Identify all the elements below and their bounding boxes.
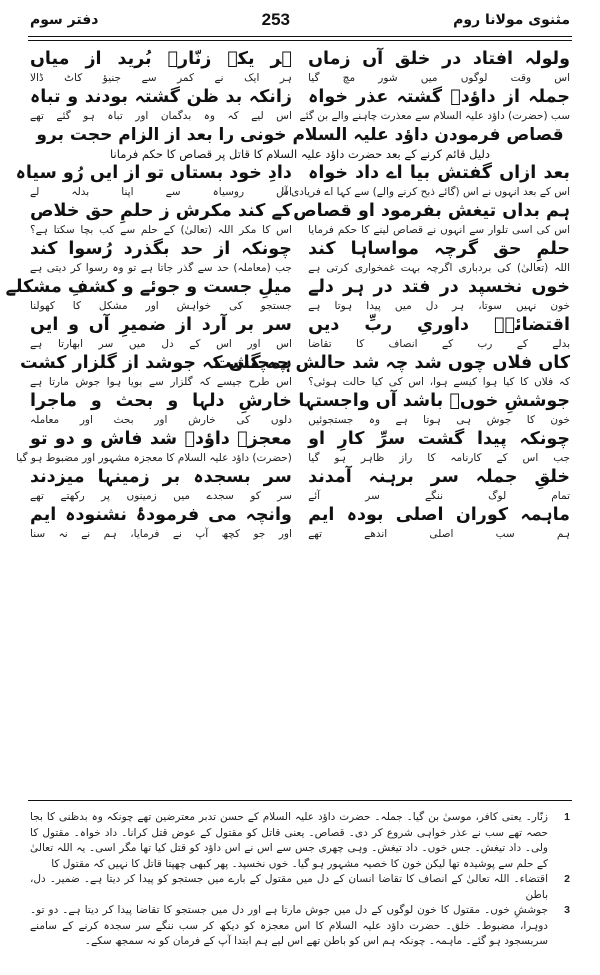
hemistich-right: جملہ از داؤدؑ گشتہ عذر خواہ xyxy=(308,87,570,107)
translation-left: جستجو کی خواہش اور مشکل کا کھولنا xyxy=(30,300,292,312)
verse-translation xyxy=(30,413,570,428)
header-rule-double xyxy=(28,40,572,41)
translation-left: اس کا مکر اللہ (تعالیٰ) کے حلم سے کب بچا سکتا ہے؟ xyxy=(30,224,292,236)
hemistich-right: خلقِ جملہ سر برہنہ آمدند xyxy=(308,467,570,487)
translation-right: کہ فلاں کا کیا ہوا کیسے ہوا، اس کی کیا حالت ہوئی؟ xyxy=(308,376,570,388)
translation-right: تمام لوگ ننگے سر آئے xyxy=(308,490,570,502)
hemistich-left: ہمچناں کہ جوشد از گلزار کشت xyxy=(19,353,292,373)
footnote xyxy=(30,810,570,872)
page-number: 253 xyxy=(261,10,290,29)
translation-right: خون کا جوش ہی ہوتا ہے وہ جستجوئیں xyxy=(308,414,570,426)
translation-right: خون نہیں سوتا، ہر دل میں پیدا ہوتا ہے xyxy=(308,300,570,312)
header-rule xyxy=(28,36,572,37)
translation-left: اس اور اس کے دل میں سر ابھارتا ہے xyxy=(30,338,292,350)
hemistich-right: ہم بداں تیغش بفرمود او قصاص xyxy=(293,201,570,221)
footnote xyxy=(30,872,570,903)
hemistich-left: چونکہ از حد بگذرد رُسوا کند xyxy=(30,239,292,259)
hemistich-right: خوں نخسپد در فتد در ہر دلے xyxy=(308,277,570,297)
translation-left: جب (معاملہ) حد سے گذر جاتا ہے تو وہ رسوا کر دیتی ہے xyxy=(30,262,292,274)
translation-right: ہم سب اصلی اندھے تھے xyxy=(308,528,570,540)
translation-right: سب (حضرت) داؤد علیہ السلام سے معذرت چاہنے والے بن گئے xyxy=(299,110,570,122)
footnote-line: نہ سمجھ سکے۔ xyxy=(84,935,156,947)
section-heading: قصاص فرمودن داؤد علیہ السلام خونی را بعد از الزام حجت برو xyxy=(36,125,564,145)
hemistich-right: بعد ازاں گفتش بیا اے داد خواہ xyxy=(308,163,570,183)
verse-translation xyxy=(30,337,570,352)
hemistich-right: کاں فلاں چوں شد چہ شد حالش چہ گشت xyxy=(214,353,570,373)
hemistich-right: جوششِ خوںؔ باشد آں واجستہا xyxy=(298,391,570,411)
footnotes xyxy=(30,810,570,950)
volume-label: دفتر سوم xyxy=(30,12,99,28)
verse-translation xyxy=(30,223,570,238)
verse-translation xyxy=(30,185,570,200)
hemistich-right: حلمِ حق گرچہ مواساہا کند xyxy=(308,239,570,259)
translation-left: اس روسیاہ سے اپنا بدلہ لے xyxy=(30,186,292,198)
footnote-line: جوششِ خوں۔ مقتول کا خون لوگوں کے دل میں جوش مارتا ہے اور دل میں جستجو کا تقاضا پیدا کر دیتا ہے۔ دو تو۔ دوہرا، مضبوط۔ خلق۔ حضرت داؤد علیہ xyxy=(30,904,548,932)
hemistich-right: ماہمہ کوران اصلی بودہ ایم xyxy=(308,505,570,525)
verse-couplet xyxy=(30,200,570,223)
translation-left: اس طرح جیسے کہ گلزار سے بویا ہوا جوش مارتا ہے xyxy=(30,376,292,388)
section-subheading: دلیل قائم کرنے کے بعد حضرت داؤد علیہ السلام کا قاتل پر قصاص کا حکم فرمانا xyxy=(110,147,490,161)
hemistich-left: کے کند مکرش ز حلمِ حق خلاص xyxy=(30,201,292,221)
verse-couplet xyxy=(5,276,570,299)
translation-right: اللہ (تعالیٰ) کی بردباری اگرچہ بہت غمخواری کرتی ہے xyxy=(308,262,570,274)
footnote-number: 3 xyxy=(564,904,570,916)
hemistich-right: اقتضائےؔ داوریِ ربِّ دیں xyxy=(308,315,570,335)
translation-right: اس کے بعد انہوں نے اس (گائے ذبح کرنے والے) سے کہا اے فریادی آ! xyxy=(280,186,570,198)
hemistich-left: خارشِ دلہا و بحث و ماجرا xyxy=(30,391,292,411)
footnote-line: کر دی۔ قصاص۔ یعنی قاتل کو مقتول کے عوض قتل کرانا۔ داد خواہ۔ مقتول کا ولی۔ داد تیغش۔ جس خوں۔ داد تیغش۔ وہی چھری جس سے اس نے اس xyxy=(30,826,548,854)
hemistich-left: ہر یکے زنّارؔ بُرید از میاں xyxy=(30,49,292,69)
verse-translation xyxy=(16,451,570,466)
footnote-line: اقتضاء۔ اللہ تعالیٰ کے انصاف کا تقاضا انسان کے دل میں مقتول کے بارے میں جستجو کو پیدا کر دیتا ہے۔ ضمیر۔ دل، باطن xyxy=(30,873,548,901)
footnote-number: 1 xyxy=(564,811,570,823)
translation-right: جب اس کے کارنامہ کا راز ظاہر ہو گیا xyxy=(308,452,570,464)
verse-translation xyxy=(30,489,570,504)
hemistich-left: دادِ خود بستاں تو از ایں رُو سیاہ xyxy=(15,163,292,183)
translation-right: اس کی اسی تلوار سے انہوں نے قصاص لینے کا حکم فرمایا xyxy=(308,224,570,236)
hemistich-right: ولولہ افتاد در خلق آں زماں xyxy=(308,49,570,69)
translation-left: اور جو کچھ آپ نے فرمایا، ہم نے نہ سنا xyxy=(30,528,292,540)
hemistich-left: زانکہ بد ظن گشتہ بودند و تباہ xyxy=(30,87,292,107)
verse-couplet xyxy=(19,352,570,375)
verse-couplet xyxy=(30,238,570,261)
verse-couplet xyxy=(30,466,570,489)
verse-couplet xyxy=(30,86,570,109)
footnote-text xyxy=(30,872,548,903)
footnote-number: 2 xyxy=(564,873,570,885)
verse-translation xyxy=(30,109,570,124)
verse-translation xyxy=(30,375,570,390)
verse-couplet xyxy=(30,314,570,337)
translation-right: اس وقت لوگوں میں شور مچ گیا xyxy=(308,72,570,84)
verse-couplet xyxy=(30,504,570,527)
verse-couplet xyxy=(15,162,570,185)
footnote-line: السلام کا اس معجزہ کو دیکھ کر سب ننگے سر سجدہ کرنے کے سامنے سربسجود ہو گئے۔ ماہمہ۔ چونکہ ہم اس کو باطن تھے اس لیے ہم ابتدا آپ کے فرمان کو xyxy=(30,919,548,947)
translation-left: دلوں کی خارش اور بحث اور معاملہ xyxy=(30,414,292,426)
translation-left: (حضرت) داؤد علیہ السلام کا معجزہ مشہور اور مضبوط ہو گیا xyxy=(16,452,292,464)
footnote xyxy=(30,903,570,950)
translation-right: بدلے کے رب کے انصاف کا تقاضا xyxy=(308,338,570,350)
footnote-text xyxy=(30,903,548,950)
footnote-line: داؤد کو قتل کیا تھا مگر اسی۔ یہ اللہ تعالیٰ کے حلم سے پوشیدہ تھا لیکن خون کا خصیہ مشہور ہو گیا۔ خوں نخسپد۔ پھر کبھی چھپتا قاتل کا نہیں کہ مقتول کا xyxy=(30,842,548,870)
verse-translation xyxy=(30,261,570,276)
book-title: مثنوی مولانا روم xyxy=(453,12,570,28)
verse-couplet xyxy=(30,428,570,451)
hemistich-left: میلِ جست و جوئے و کشفِ مشکلے xyxy=(5,277,292,297)
hemistich-left: سر بسجدہ بر زمینہا میزدند xyxy=(30,467,292,487)
poem-body xyxy=(5,48,570,542)
verse-translation xyxy=(30,71,570,86)
page-header xyxy=(30,8,570,32)
verse-couplet xyxy=(30,48,570,71)
translation-left: اس لیے کہ وہ بدگمان اور تباہ ہو گئے تھے xyxy=(30,110,292,122)
footnote-rule xyxy=(28,800,572,801)
translation-left: ہر ایک نے کمر سے جنیؤ کاٹ ڈالا xyxy=(30,72,292,84)
translation-left: سر کو سجدے میں زمینوں پر رکھتے تھے xyxy=(30,490,292,502)
verse-translation xyxy=(30,527,570,542)
footnote-text xyxy=(30,810,548,872)
hemistich-left: سر بر آرد از ضمیرِ آں و ایں xyxy=(30,315,292,335)
hemistich-left: وانچہ می فرمودۂ نشنودہ ایم xyxy=(30,505,292,525)
footnote-line: زنّار۔ یعنی کافر، موسیٰ بن گیا۔ جملہ۔ حضرت داؤد علیہ السلام کے حسن تدبر معترضین تھے چونکہ وہ بدظنی کا بجا حصہ تھے سب نے عذر خواہی شروع xyxy=(30,811,548,839)
hemistich-left: معجزۂ داؤدؑ شد فاش و دو تو xyxy=(30,429,292,449)
hemistich-right: چونکہ پیدا گشت سرِّ کارِ او xyxy=(308,429,570,449)
verse-couplet xyxy=(30,390,570,413)
verse-translation xyxy=(30,299,570,314)
